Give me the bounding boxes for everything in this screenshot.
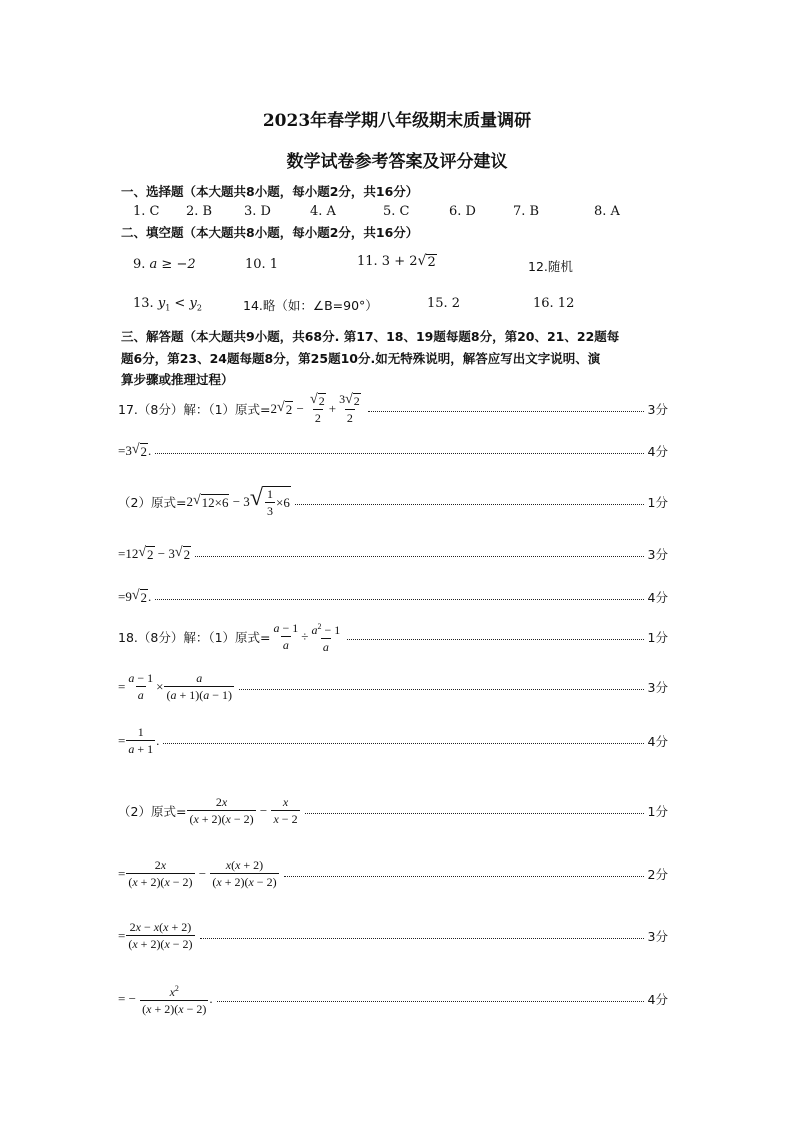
q18-step-3 — [118, 718, 668, 764]
radicand: 2 — [427, 255, 436, 270]
q17-label: 17.（8分）解：（1）原式= — [118, 402, 271, 417]
q18-expression: = $\frac{1}{a + 1}$ . — [118, 725, 160, 756]
less-than: < — [170, 296, 190, 311]
q18-expression: = $\frac{2x}{(x + 2)(x - 2)}$ − $\frac{x(x + 2)}{(x + 2)(x - 2)}$ — [118, 858, 277, 889]
q17-step-4 — [118, 531, 668, 577]
dotted-leader — [217, 1001, 644, 1002]
q17-part2-label: （2）原式= — [118, 495, 187, 510]
section3-heading-line3: 算步骤或推理过程） — [121, 372, 234, 387]
q17-step-2 — [118, 428, 668, 474]
fill-answer-12: 12.随机 — [528, 259, 573, 274]
dotted-leader — [195, 556, 643, 557]
q18-step-7 — [118, 976, 668, 1022]
answer-1: 1. C — [133, 204, 160, 219]
fill-answer-13-number: 13. — [133, 296, 154, 311]
page-title: 2023年春学期八年级期末质量调研 — [262, 111, 532, 131]
score: 3分 — [647, 680, 668, 695]
dotted-leader — [368, 411, 644, 412]
q17-expression: =12 √ 2 − 3 √ 2 — [118, 545, 191, 562]
q18-expression: （2）原式= $\frac{2x}{(x + 2)(x - 2)}$ − $\frac{x}{x - 2}$ — [118, 795, 298, 826]
score: 4分 — [647, 992, 668, 1007]
dotted-leader — [305, 813, 644, 814]
q18-expression: = $\frac{a - 1}{a}$ × $\frac{a}{(a + 1)(a - 1)}$ — [118, 671, 232, 702]
q17-expression: =3 √ 2 . — [118, 442, 152, 459]
score: 1分 — [647, 630, 668, 645]
answer-7: 7. B — [513, 204, 540, 219]
section1-heading: 一、选择题（本大题共8小题，每小题2分，共16分） — [121, 184, 419, 199]
dotted-leader — [163, 743, 643, 744]
variable-y: y — [157, 296, 166, 311]
answer-5: 5. C — [383, 204, 410, 219]
section3-heading-line1: 三、解答题（本大题共9小题，共68分. 第17、18、19题每题8分，第20、21、22题每 — [121, 329, 620, 344]
q17-step-1 — [118, 386, 668, 432]
dotted-leader — [239, 689, 644, 690]
dotted-leader — [155, 453, 643, 454]
section3-heading-line2: 题6分，第23、24题每题8分，第25题10分.如无特殊说明，解答应写出文字说明、演 — [121, 351, 601, 366]
answer-2: 2. B — [186, 204, 213, 219]
answer-3: 3. D — [244, 204, 271, 219]
radical: √ 2 — [417, 253, 436, 270]
q18-part2-label: （2）原式= — [118, 804, 187, 819]
score: 3分 — [647, 547, 668, 562]
dotted-leader — [155, 599, 643, 600]
q18-step-2 — [118, 664, 668, 710]
q17-expression: =9 √ 2 . — [118, 588, 152, 605]
q17-step-3 — [118, 479, 668, 525]
score: 3分 — [647, 929, 668, 944]
fill-answer-13 — [133, 296, 202, 313]
dotted-leader — [200, 938, 644, 939]
q18-expression: = − $\frac{x^2}{(x + 2)(x - 2)}$ . — [118, 984, 213, 1016]
score: 2分 — [647, 867, 668, 882]
fill-answer-9-number: 9. — [133, 257, 146, 272]
score: 4分 — [647, 734, 668, 749]
q17-expression: （2）原式= 2 √ 12×6 − 3 √ $\frac{1}{3}$ ×6 — [118, 484, 290, 518]
score: 3分 — [647, 402, 668, 417]
score: 1分 — [647, 495, 668, 510]
answer-6: 6. D — [449, 204, 476, 219]
dotted-leader — [347, 639, 643, 640]
answer-4: 4. A — [310, 204, 336, 219]
fill-answer-16: 16. 12 — [533, 296, 575, 311]
q18-expression: 18.（8分）解：（1）原式= $\frac{a - 1}{a}$ ÷ $\frac{a^2 - 1}{a}$ — [118, 621, 341, 654]
dotted-leader — [284, 876, 644, 877]
subscript: 1 — [165, 303, 171, 313]
fill-answer-9 — [133, 257, 196, 272]
answer-8: 8. A — [594, 204, 620, 219]
q17-expression: 17.（8分）解：（1）原式= 2 √ 2 − √ 2 2 + 3 √ 2 2 — [118, 392, 360, 425]
variable-y: y — [189, 296, 197, 311]
fill-answer-14: 14.略（如：∠B=90°） — [243, 298, 378, 313]
q18-step-5 — [118, 851, 668, 897]
score: 4分 — [647, 590, 668, 605]
fill-answer-15: 15. 2 — [427, 296, 461, 311]
section2-heading: 二、填空题（本大题共8小题，每小题2分，共16分） — [121, 225, 419, 240]
fill-answer-10: 10. 1 — [245, 257, 279, 272]
q18-label: 18.（8分）解：（1）原式= — [118, 630, 271, 645]
q18-step-6 — [118, 913, 668, 959]
score: 1分 — [647, 804, 668, 819]
dotted-leader — [295, 504, 644, 505]
q18-expression: = $\frac{2x - x(x + 2)}{(x + 2)(x - 2)}$ — [118, 920, 193, 951]
fill-answer-11 — [357, 254, 437, 270]
q18-step-1 — [118, 614, 668, 660]
fill-answer-9-value: a ≥ −2 — [149, 257, 196, 272]
score: 4分 — [647, 444, 668, 459]
fill-answer-11-prefix: 11. 3 + 2 — [357, 254, 418, 269]
subscript: 2 — [196, 303, 202, 313]
q18-step-4 — [118, 788, 668, 834]
page-subtitle: 数学试卷参考答案及评分建议 — [286, 152, 508, 172]
